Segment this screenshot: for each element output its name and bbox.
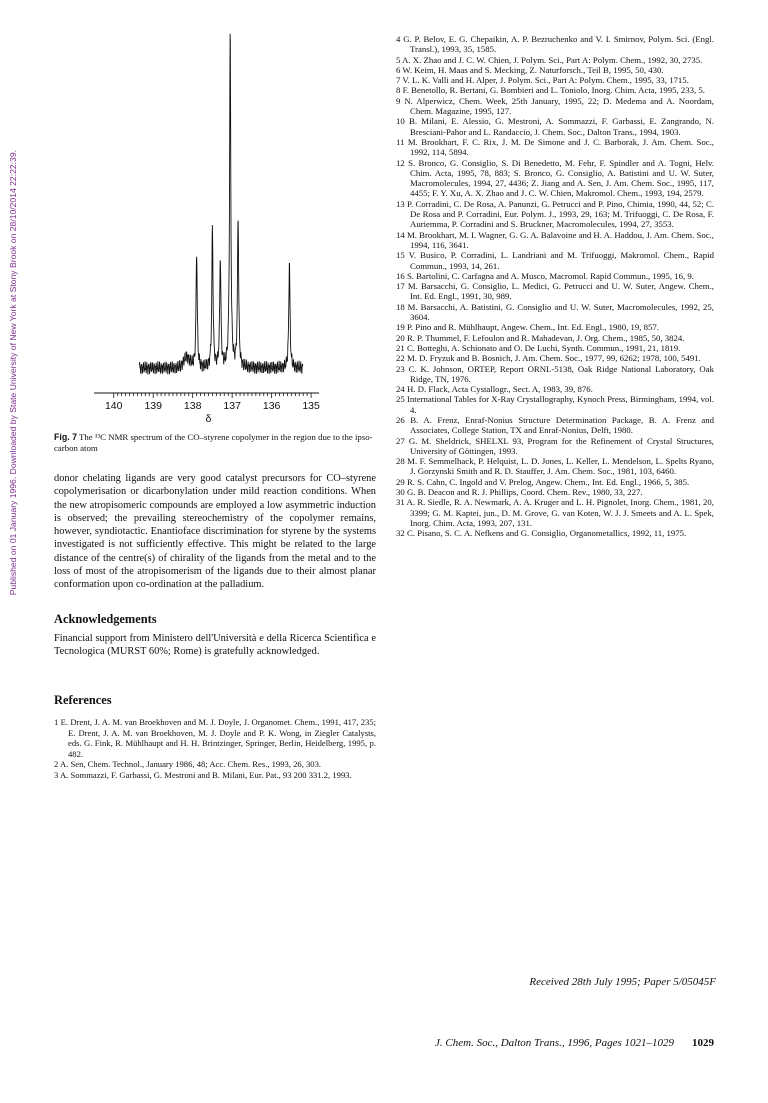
reference-item: 2 A. Sen, Chem. Technol., January 1986, 48; Acc. Chem. Res., 1993, 26, 303. [54, 759, 322, 770]
page-number: 1029 [692, 1037, 714, 1049]
reference-item: 25 International Tables for X-Ray Crystallography, Kynoch Press, Birmingham, 1994, vol. 4. [396, 394, 714, 415]
spectrum-trace [139, 34, 303, 375]
reference-item: 26 B. A. Frenz, Enraf-Nonius Structure Determination Package, B. A. Frenz and Associates, College Station, TX and Enraf-Nonius, Delft, 1980. [396, 414, 714, 436]
reference-item: 28 M. F. Semmelhack, P. Helquist, L. D. Jones, L. Keller, L. Mendelson, L. Spelts Ryano, J. Gorzynski Smith and R. D. Stauffer, J. Am. Chem. Soc., 1981, 103, 6460. [396, 456, 714, 477]
reference-item: 1 E. Drent, J. A. M. van Broekhoven and M. J. Doyle, J. Organomet. Chem., 1991, 417, 235; E. Drent, J. A. M. van Broekhoven, M. J. Doyle and P. K. Wong, in Ziegler Catalysts, eds. G. Fink, R. Mühlhaupt and H. H. Brintzinger, Springer, Berlin, Heidelberg, 1995, p. 482. [54, 717, 376, 759]
journal-citation: J. Chem. Soc., Dalton Trans., 1996, Pages 1021–1029 [435, 1037, 674, 1049]
reference-item: 17 M. Barsacchi, G. Consiglio, L. Medici, G. Petrucci and U. W. Suter, Angew. Chem., Int. Ed. Engl., 1991, 30, 989. [396, 281, 714, 302]
reference-item: 27 G. M. Sheldrick, SHELXL 93, Program for the Refinement of Crystal Structures, University of Göttingen, 1993. [396, 435, 714, 456]
tick-label-137: 137 [223, 400, 241, 412]
figure-caption [54, 432, 376, 454]
reference-item: 11 M. Brookhart, F. C. Rix, J. M. De Simone and J. C. Barborak, J. Am. Chem. Soc., 1992, 114, 5894. [396, 136, 714, 158]
reference-item: 13 P. Corradini, C. De Rosa, A. Panunzi, G. Petrucci and P. Pino, Chimia, 1990, 44, 52; C. De Rosa and P. Corradini, Eur. Polym. J., 1993, 29, 163; M. Trifuoggi, C. De Rosa, F. Auriemma, P. Corradini and S. Bruckner, Macromolecules, 1994, 27, 3553. [396, 198, 714, 230]
references-list-right [396, 34, 714, 539]
axis-unit-label: δ [205, 413, 212, 425]
reference-item: 7 V. L. K. Valli and H. Alper, J. Polym. Sci., Part A: Polym. Chem., 1995, 33, 1715. [396, 75, 689, 86]
reference-item: 23 C. K. Johnson, ORTEP, Report ORNL-5138, Oak Ridge National Laboratory, Oak Ridge, TN, 1976. [396, 363, 714, 384]
reference-item: 32 C. Pisano, S. C. A. Nefkens and G. Consiglio, Organometallics, 1992, 11, 1975. [396, 528, 687, 539]
tick-label-136: 136 [262, 400, 281, 412]
reference-item: 16 S. Bartolini, C. Carfagna and A. Musco, Macromol. Rapid Commun., 1995, 16, 9. [396, 270, 694, 281]
tick-label-139: 139 [144, 400, 162, 412]
reference-item: 21 C. Botteghi, A. Schionato and O. De Luchi, Synth. Commun., 1991, 21, 1819. [396, 342, 681, 353]
reference-item: 20 R. P. Thummel, F. Lefoulon and R. Mahadevan, J. Org. Chem., 1985, 50, 3824. [396, 332, 685, 343]
page-footer [396, 1037, 714, 1049]
caption-label: Fig. 7 [54, 432, 77, 442]
reference-item: 31 A. R. Siedle, R. A. Newmark, A. A. Kruger and L. H. Pignolet, Inorg. Chem., 1981, 20, 3399; G. M. Kaptei, jun., D. M. Grove, G. van Koten, W. J. J. Smeets and A. L. Spek, Inorg. Chim. Acta, 1993, 207, 131. [396, 497, 714, 528]
reference-item: 18 M. Barsacchi, A. Batistini, G. Consiglio and U. W. Suter, Macromolecules, 1992, 25, 3604. [396, 301, 714, 323]
reference-item: 4 G. P. Belov, E. G. Chepaikin, A. P. Bezruchenko and V. I. Smirnov, Polym. Sci. (Engl. Transl.), 1993, 35, 1585. [396, 34, 714, 55]
received-date: Received 28th July 1995; Paper 5/05045F [529, 976, 716, 988]
reference-item: 19 P. Pino and R. Mühlhaupt, Angew. Chem., Int. Ed. Engl., 1980, 19, 857. [396, 322, 659, 333]
references-heading: References [54, 693, 112, 707]
tick-label-135: 135 [302, 400, 320, 412]
reference-item: 24 H. D. Flack, Acta Cystallogr., Sect. A, 1983, 39, 876. [396, 384, 593, 395]
reference-item: 14 M. Brookhart, M. I. Wagner, G. G. A. Balavoine and H. A. Haddou, J. Am. Chem. Soc., 1994, 116, 3641. [396, 229, 714, 250]
download-notice: Published on 01 January 1996. Downloaded by State University of New York at Stony Brook on 28/10/2014 22:22:39. [8, 150, 18, 596]
tick-label-138: 138 [183, 400, 202, 412]
acknowledgements-text: Financial support from Ministero dell'Università e della Ricerca Scientifica e Tecnologica (MURST 60%; Rome) is gratefully acknowledged. [54, 633, 376, 658]
tick-label-140: 140 [104, 400, 123, 412]
nmr-figure [54, 28, 364, 425]
reference-item: 5 A. X. Zhao and J. C. W. Chien, J. Polym. Sci., Part A: Polym. Chem., 1992, 30, 2735. [396, 54, 703, 65]
reference-item: 30 G. B. Deacon and R. J. Phillips, Coord. Chem. Rev., 1980, 33, 227. [396, 487, 643, 498]
reference-item: 9 N. Alperwicz, Chem. Week, 25th January, 1995, 22; D. Medema and A. Noordam, Chem. Magazine, 1995, 127. [396, 95, 714, 117]
reference-item: 6 W. Keim, H. Maas and S. Mecking, Z. Naturforsch., Teil B, 1995, 50, 430. [396, 64, 664, 75]
body-paragraph: donor chelating ligands are very good catalyst precursors for CO–styrene copolymerisation or dicarbonylation under mild reaction conditions. When the new atropisomeric compounds are employed a low asymmetric induction is observed; the prevailing stereochemistry of the copolymer remains, however, syndiotactic. Enantioface discrimination for styrene by the systems investigated is not sufficiently effective. This might be related to the large distance of the centre(s) of chirality of the ligands from the metal and to the loss of most of the atropisomerism of the ligands due to their almost planar conformation upon co-ordination at the palladium. [54, 473, 376, 591]
download-watermark [0, 150, 16, 670]
reference-item: 8 F. Benetollo, R. Bertani, G. Bombieri and L. Toniolo, Inorg. Chim. Acta, 1995, 233, 5. [396, 85, 705, 96]
reference-item: 29 R. S. Cahn, C. Ingold and V. Prelog, Angew. Chem., Int. Ed. Engl., 1966, 5, 385. [396, 476, 690, 487]
reference-item: 22 M. D. Fryzuk and B. Bosnich, J. Am. Chem. Soc., 1977, 99, 6262; 1978, 100, 5491. [396, 353, 701, 364]
reference-item: 12 S. Bronco, G. Consiglio, S. Di Benedetto, M. Fehr, F. Spindler and A. Togni, Helv. Chim. Acta, 1995, 78, 883; S. Bronco, G. Consiglio, A. Batistini and U. W. Suter, Macromolecules, 1994, 27, 4436; Z. Jiang and A. Sen, J. Am. Chem. Soc., 1995, 117, 4455; F. Y. Xu, A. X. Zhao and J. C. W. Chien, Makromol. Chem., 1993, 194, 2579. [396, 157, 714, 199]
acknowledgements-heading: Acknowledgements [54, 612, 157, 626]
reference-item: 15 V. Busico, P. Corradini, L. Landriani and M. Trifuoggi, Makromol. Chem., Rapid Commun., 1993, 14, 261. [396, 250, 714, 271]
reference-item: 10 B. Milani, E. Alessio, G. Mestroni, A. Sommazzi, F. Garbassi, E. Zangrando, N. Bresciani-Pahor and L. Randaccio, J. Chem. Soc., Dalton Trans., 1994, 1903. [396, 116, 714, 137]
references-list-left [54, 717, 376, 781]
caption-text: The ¹³C NMR spectrum of the CO–styrene copolymer in the region due to the ipso-carbon atom [54, 432, 373, 453]
nmr-spectrum-chart [54, 28, 364, 425]
reference-item: 3 A. Sommazzi, F. Garbassi, G. Mestroni and B. Milani, Eur. Pat., 93 200 331.2, 1993. [54, 769, 352, 780]
